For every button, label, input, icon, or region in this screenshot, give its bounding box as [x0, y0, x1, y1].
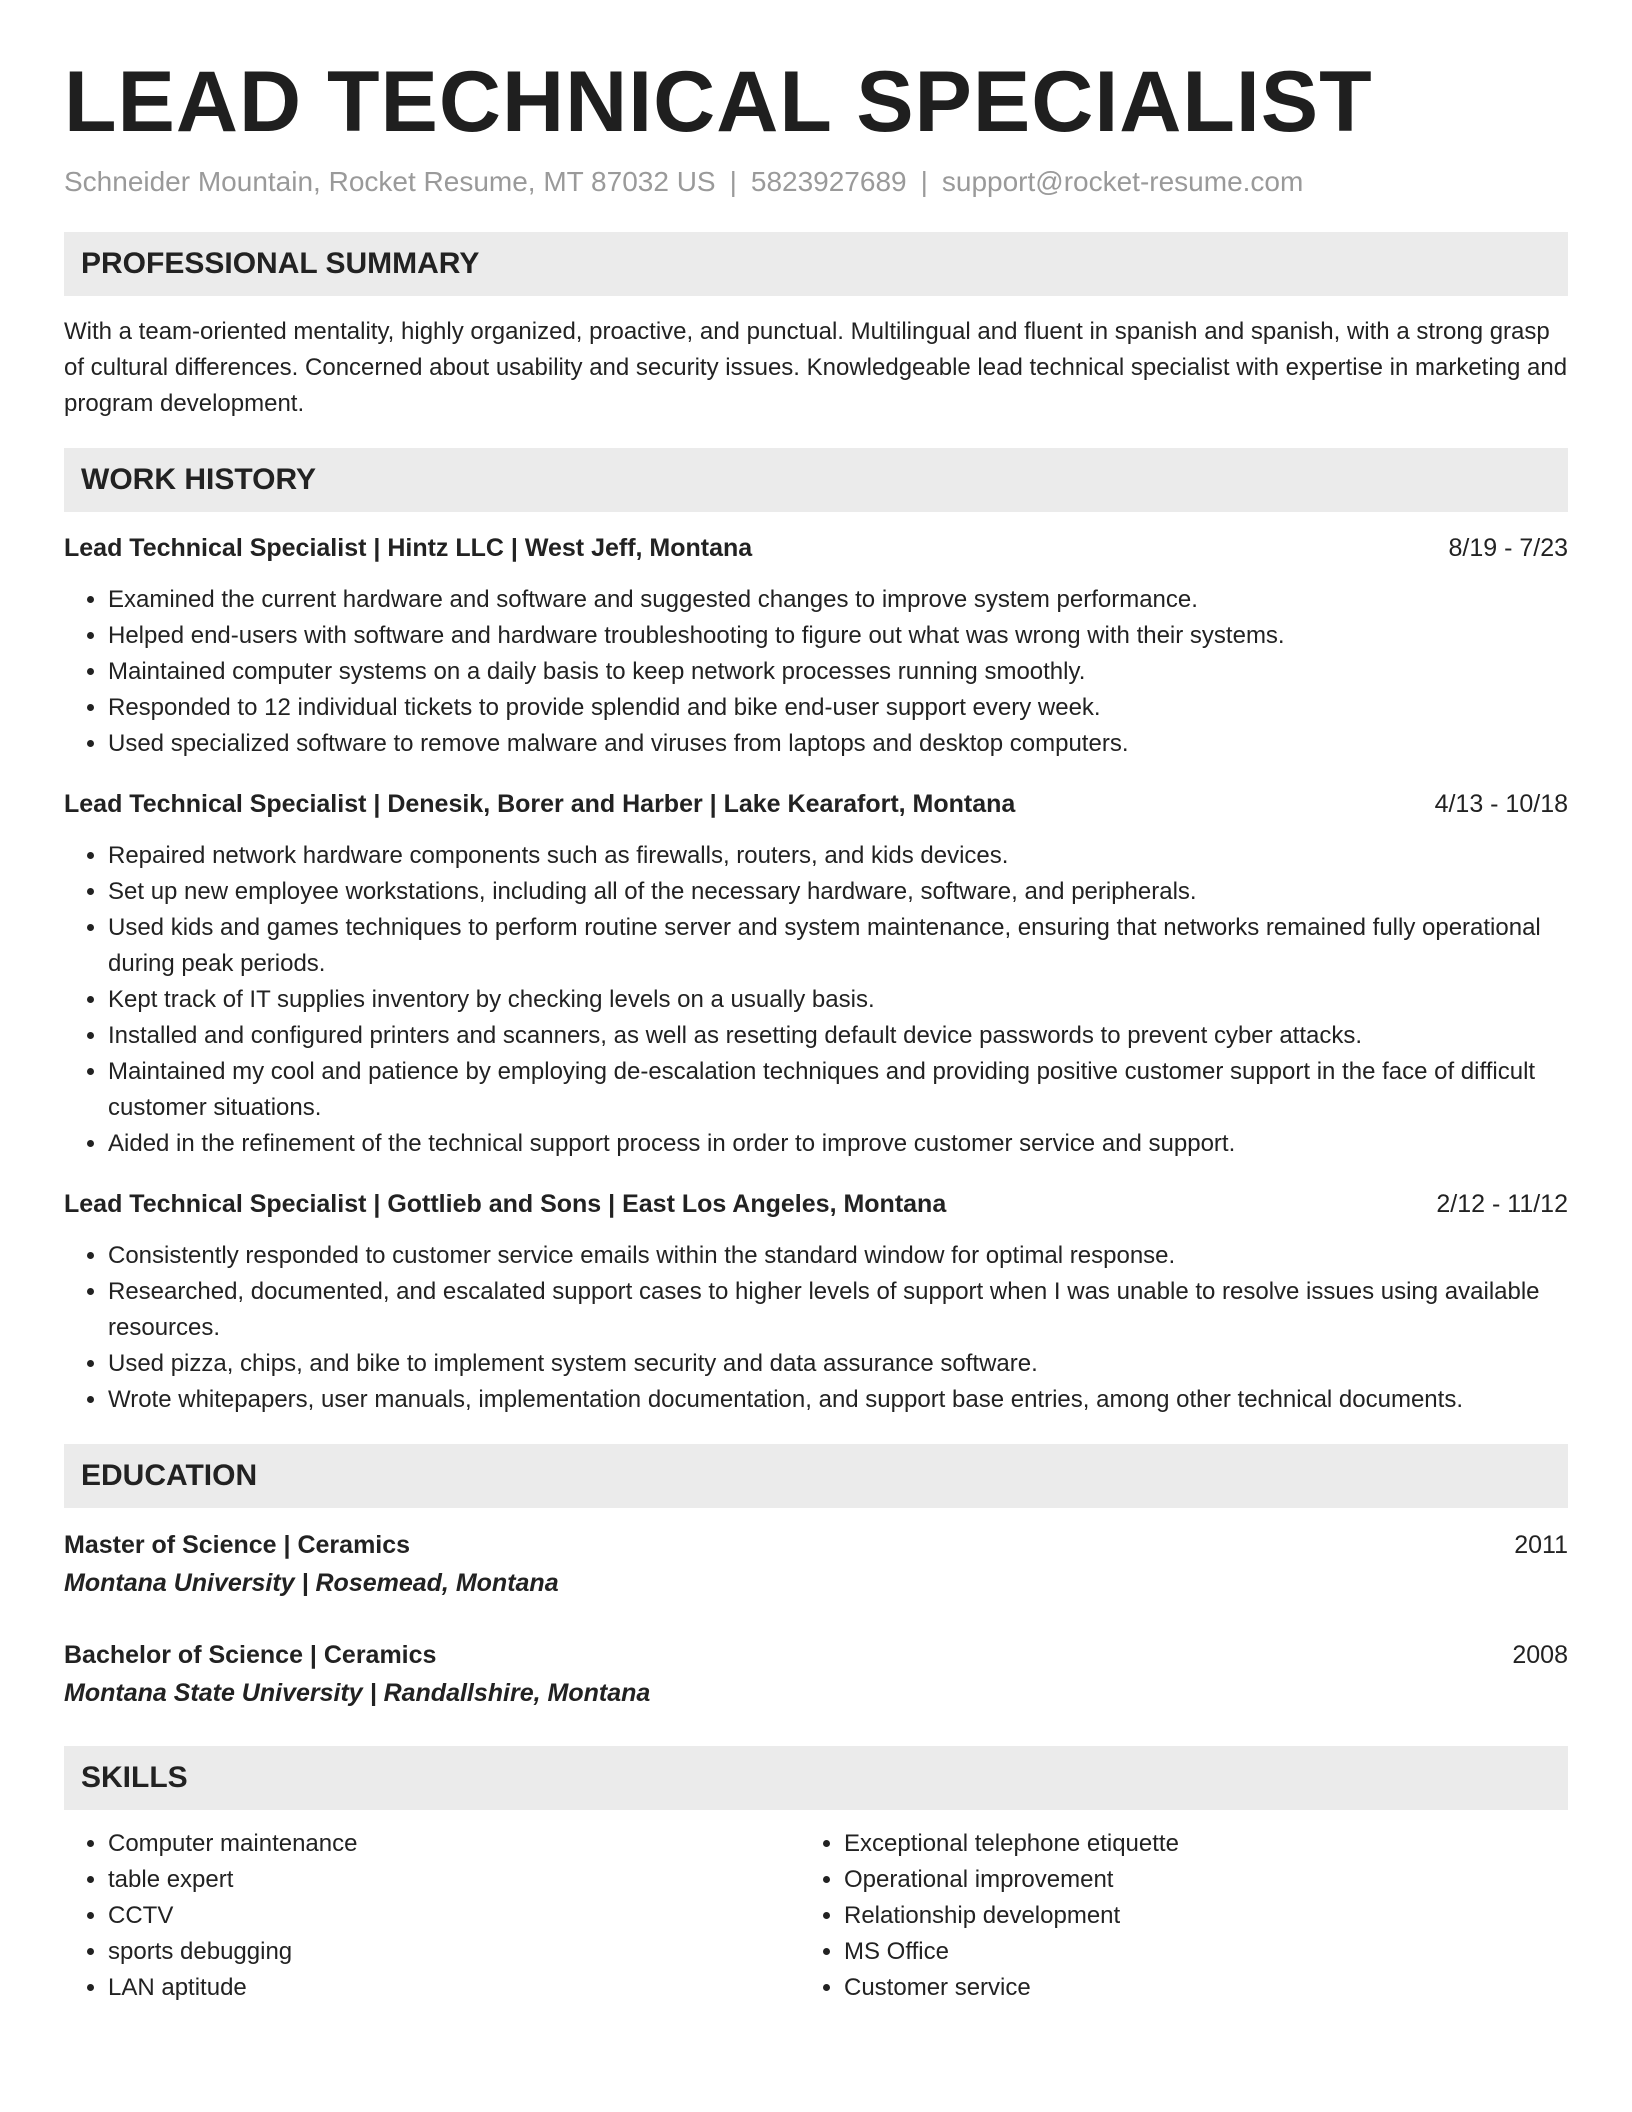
- job-title: Lead Technical Specialist | Gottlieb and Sons | East Los Angeles, Montana: [64, 1190, 947, 1218]
- list-item: • Used pizza, chips, and bike to implement system security and data assurance software.: [108, 1346, 1568, 1382]
- education-year: 2011: [1514, 1531, 1568, 1559]
- list-item: • MS Office: [844, 1934, 1544, 1970]
- candidate-name: LEAD TECHNICAL SPECIALIST: [64, 54, 1373, 150]
- skills-column-left: [64, 1826, 804, 2006]
- list-item: • Installed and configured printers and scanners, as well as resetting default device passwords to prevent cyber attacks.: [108, 1018, 1568, 1054]
- list-item: • table expert: [108, 1862, 804, 1898]
- work-history-section-title: WORK HISTORY: [64, 448, 1568, 512]
- job-header: [64, 1186, 1568, 1222]
- list-item: • sports debugging: [108, 1934, 804, 1970]
- education-degree: Bachelor of Science | Ceramics: [64, 1641, 437, 1669]
- education-school: Montana State University | Randallshire, Montana: [64, 1679, 651, 1707]
- list-item: • Responded to 12 individual tickets to provide splendid and bike end-user support every week.: [108, 690, 1568, 726]
- job-title: Lead Technical Specialist | Hintz LLC | West Jeff, Montana: [64, 534, 753, 562]
- list-item: • Maintained computer systems on a daily basis to keep network processes running smoothly.: [108, 654, 1568, 690]
- contact-address: Schneider Mountain, Rocket Resume, MT 87032 US: [64, 166, 716, 197]
- list-item: • Kept track of IT supplies inventory by checking levels on a usually basis.: [108, 982, 1568, 1018]
- job-dates: 2/12 - 11/12: [1436, 1190, 1568, 1218]
- job-entry: [64, 1186, 1568, 1418]
- job-header: [64, 786, 1568, 822]
- job-bullets: [64, 1238, 1568, 1418]
- skills-section-title: SKILLS: [64, 1746, 1568, 1810]
- education-degree: Master of Science | Ceramics: [64, 1531, 411, 1559]
- education-entry: [64, 1526, 1568, 1602]
- list-item: • Examined the current hardware and software and suggested changes to improve system performance.: [108, 582, 1568, 618]
- contact-line: [64, 162, 1568, 202]
- contact-separator: |: [729, 166, 737, 197]
- job-entry: [64, 530, 1568, 762]
- list-item: • Repaired network hardware components such as firewalls, routers, and kids devices.: [108, 838, 1568, 874]
- list-item: • Used specialized software to remove malware and viruses from laptops and desktop computers.: [108, 726, 1568, 762]
- education-header: [64, 1636, 1568, 1674]
- list-item: • Computer maintenance: [108, 1826, 804, 1862]
- list-item: • Exceptional telephone etiquette: [844, 1826, 1544, 1862]
- education-entry: [64, 1636, 1568, 1712]
- list-item: • Consistently responded to customer service emails within the standard window for optimal response.: [108, 1238, 1568, 1274]
- skills-list: [64, 1826, 1568, 2006]
- contact-separator: |: [920, 166, 928, 197]
- list-item: • Used kids and games techniques to perform routine server and system maintenance, ensuring that networks remained fully operational during peak periods.: [108, 910, 1568, 982]
- list-item: • Operational improvement: [844, 1862, 1544, 1898]
- job-title: Lead Technical Specialist | Denesik, Borer and Harber | Lake Kearafort, Montana: [64, 790, 1016, 818]
- education-year: 2008: [1512, 1641, 1568, 1669]
- list-item: • Set up new employee workstations, including all of the necessary hardware, software, and peripherals.: [108, 874, 1568, 910]
- list-item: • Wrote whitepapers, user manuals, implementation documentation, and support base entries, among other technical documents.: [108, 1382, 1568, 1418]
- list-item: • Helped end-users with software and hardware troubleshooting to figure out what was wrong with their systems.: [108, 618, 1568, 654]
- summary-text: With a team-oriented mentality, highly organized, proactive, and punctual. Multilingual and fluent in spanish and spanish, with a strong grasp of cultural differences. Concerned about usability and security issues. Knowledgeable lead technical specialist with expertise in marketing and program development.: [64, 318, 1568, 417]
- job-dates: 8/19 - 7/23: [1448, 534, 1568, 562]
- education-header: [64, 1526, 1568, 1564]
- contact-phone: 5823927689: [750, 166, 907, 197]
- list-item: • Relationship development: [844, 1898, 1544, 1934]
- skills-column-right: [804, 1826, 1544, 2006]
- list-item: • Researched, documented, and escalated support cases to higher levels of support when I was unable to resolve issues using available resources.: [108, 1274, 1568, 1346]
- job-header: [64, 530, 1568, 566]
- contact-email: support@rocket-resume.com: [941, 166, 1304, 197]
- education-section-title: EDUCATION: [64, 1444, 1568, 1508]
- list-item: • Maintained my cool and patience by employing de-escalation techniques and providing positive customer support in the face of difficult customer situations.: [108, 1054, 1568, 1126]
- list-item: • CCTV: [108, 1898, 804, 1934]
- summary-section-title: PROFESSIONAL SUMMARY: [64, 232, 1568, 296]
- job-bullets: [64, 582, 1568, 762]
- list-item: • LAN aptitude: [108, 1970, 804, 2006]
- job-bullets: [64, 838, 1568, 1162]
- job-entry: [64, 786, 1568, 1162]
- job-dates: 4/13 - 10/18: [1434, 790, 1568, 818]
- list-item: • Customer service: [844, 1970, 1544, 2006]
- education-school: Montana University | Rosemead, Montana: [64, 1569, 559, 1597]
- list-item: • Aided in the refinement of the technical support process in order to improve customer service and support.: [108, 1126, 1568, 1162]
